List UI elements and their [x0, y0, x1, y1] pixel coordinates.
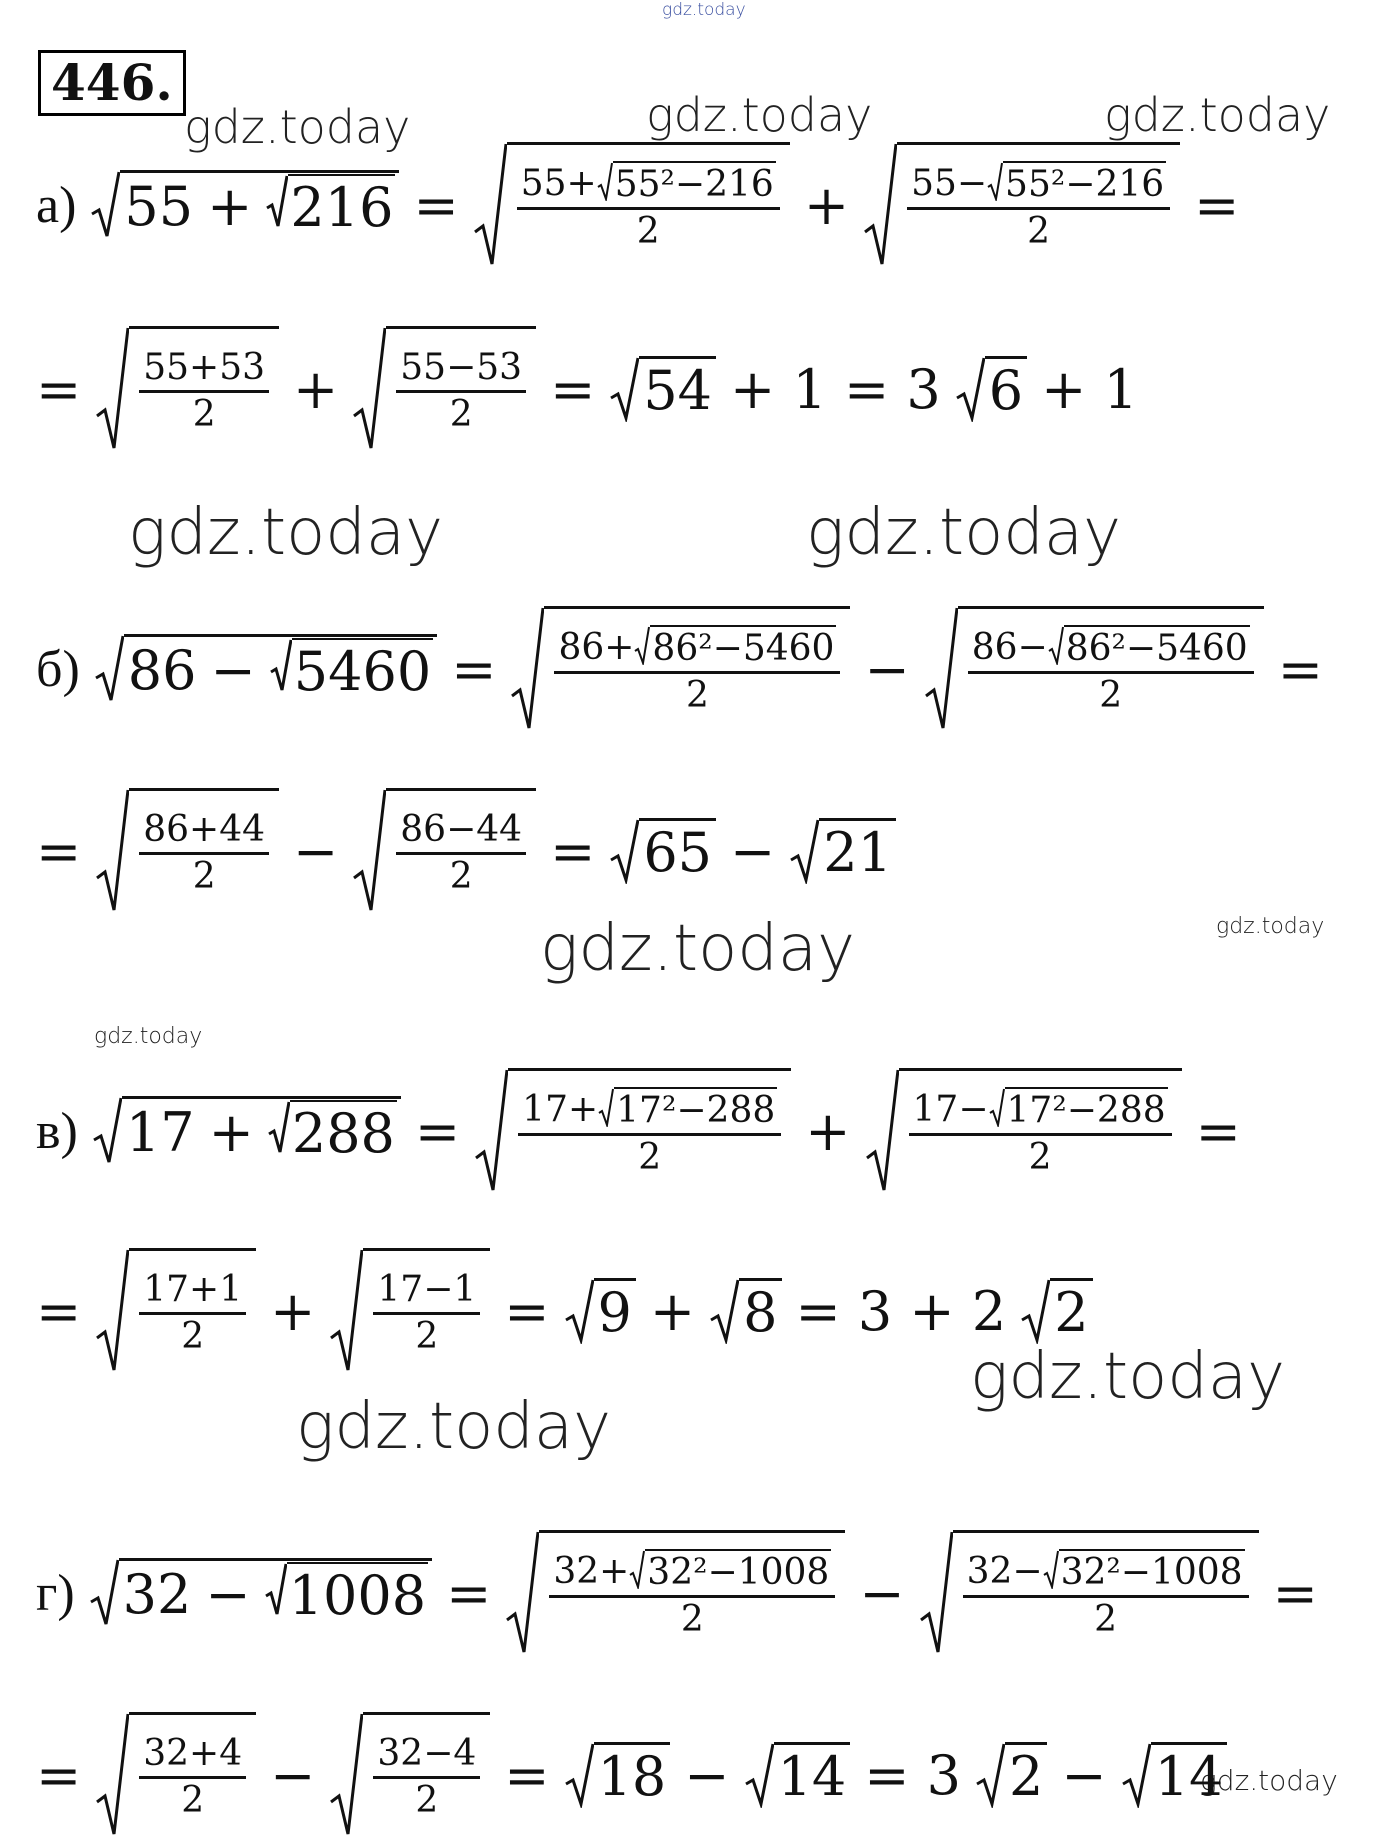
item-label: г): [36, 1564, 75, 1622]
sqrt: 32+ 32²−1008 2: [505, 1530, 845, 1656]
watermark: gdz.today: [806, 496, 1121, 570]
sqrt: 86 − 5460: [94, 634, 437, 704]
sqrt: $\frac{86-44}{2}$: [352, 788, 536, 914]
watermark: gdz.today: [184, 100, 411, 154]
item-label: а): [36, 176, 77, 234]
watermark: gdz.today: [662, 0, 746, 20]
watermark: gdz.today: [1216, 914, 1325, 939]
watermark: gdz.today: [970, 1340, 1285, 1414]
watermark: gdz.today: [646, 88, 873, 142]
sqrt: 32 − 1008: [89, 1558, 432, 1628]
sqrt: 17− 17²−288 2: [865, 1068, 1182, 1194]
sqrt: $\frac{32+4}{2}$: [95, 1712, 256, 1838]
item-c-line-2: = $\frac{17+1}{2}$ + $\frac{17-1}{2}$ = 9 + 8 = 3 + 2 2: [36, 1248, 1093, 1374]
sqrt: 55 + 216: [90, 170, 399, 240]
watermark: gdz.today: [94, 1024, 203, 1049]
watermark: gdz.today: [128, 496, 443, 570]
item-d-line-2: = $\frac{32+4}{2}$ − $\frac{32-4}{2}$ = 18 − 14 = 3 2 − 14: [36, 1712, 1227, 1838]
problem-number: 446.: [38, 50, 186, 116]
sqrt: $\frac{32-4}{2}$: [329, 1712, 490, 1838]
item-d-line-1: г) 32 − 1008 = 32+ 32²−1008 2 − 32− 32²−1008 2 =: [36, 1530, 1332, 1656]
sqrt: 55+ 55²−216 2: [473, 142, 790, 268]
sqrt: $\frac{17+1}{2}$: [95, 1248, 256, 1374]
sqrt: 17 + 288: [92, 1096, 401, 1166]
item-b-line-2: = $\frac{86+44}{2}$ − $\frac{86-44}{2}$ = 65 − 21: [36, 788, 896, 914]
item-a-line-2: = $\frac{55+53}{2}$ + $\frac{55-53}{2}$ = 54 + 1 = 3 6 + 1: [36, 326, 1152, 452]
watermark: gdz.today: [1200, 1764, 1338, 1797]
watermark: gdz.today: [296, 1390, 611, 1464]
item-a-line-1: а) 55 + 216 = 55+ 55²−216 2 + 55− 55²−216 2 =: [36, 142, 1253, 268]
watermark: gdz.today: [540, 912, 855, 986]
watermark: gdz.today: [1104, 88, 1331, 142]
item-b-line-1: б) 86 − 5460 = 86+ 86²−5460 2 − 86− 86²−5460 2 =: [36, 606, 1337, 732]
sqrt: $\frac{86+44}{2}$: [95, 788, 279, 914]
item-label: в): [36, 1102, 78, 1160]
sqrt: 32− 32²−1008 2: [919, 1530, 1259, 1656]
sqrt: $\frac{55-53}{2}$: [352, 326, 536, 452]
sqrt: $\frac{55+53}{2}$: [95, 326, 279, 452]
sqrt: 55− 55²−216 2: [863, 142, 1180, 268]
item-label: б): [36, 640, 80, 698]
sqrt: $\frac{17-1}{2}$: [329, 1248, 490, 1374]
item-c-line-1: в) 17 + 288 = 17+ 17²−288 2 + 17− 17²−288 2 =: [36, 1068, 1255, 1194]
sqrt: 86+ 86²−5460 2: [510, 606, 850, 732]
sqrt: 86− 86²−5460 2: [924, 606, 1264, 732]
sqrt: 17+ 17²−288 2: [474, 1068, 791, 1194]
